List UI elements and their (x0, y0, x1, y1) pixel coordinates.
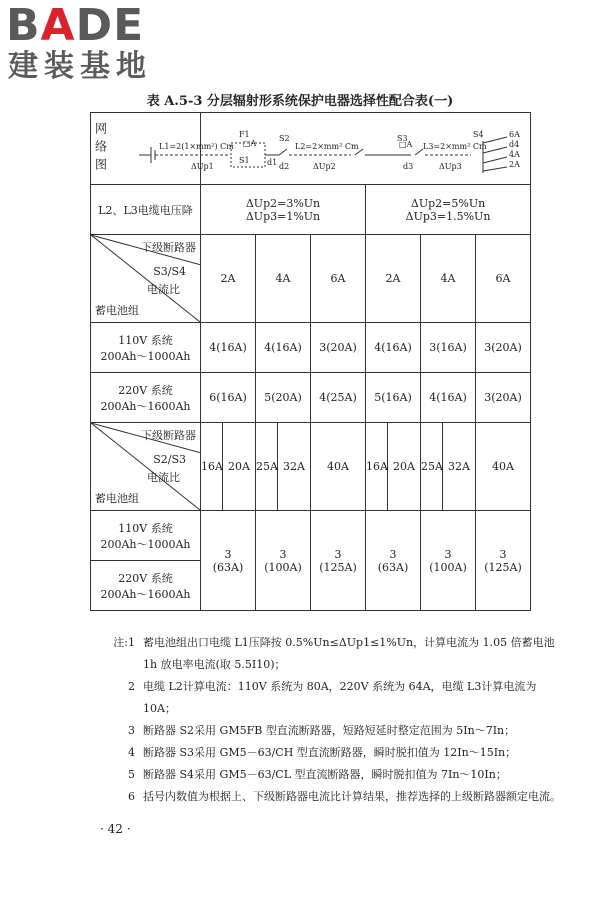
row-label-line1: 110V 系统 (118, 521, 173, 535)
drop-group-1-line2: ΔUp3=1%Un (245, 209, 321, 223)
section2-header: 16A (366, 423, 388, 511)
logo (6, 2, 152, 84)
note-number: 4 (128, 746, 135, 759)
section1-row-label (91, 373, 201, 423)
section1-header: 4A (256, 235, 311, 323)
note-number: 注:1 (113, 636, 135, 649)
section1-header: 4A (421, 235, 476, 323)
section2-header: 25A (256, 423, 278, 511)
merged-cell (256, 511, 311, 611)
merged-cell (421, 511, 476, 611)
merged-cell (366, 511, 421, 611)
merged-cell (311, 511, 366, 611)
table-cell: 6(16A) (201, 373, 256, 423)
section1-corner-top: 下级断路器 (141, 241, 196, 254)
merged-bottom: (100A) (429, 560, 467, 574)
table-cell: 4(16A) (201, 323, 256, 373)
note-item (95, 764, 565, 786)
note-item (95, 720, 565, 742)
notes (95, 632, 565, 808)
label-d2: d2 (279, 162, 290, 171)
section2-header: 20A (223, 423, 256, 511)
merged-bottom: (63A) (212, 560, 244, 574)
section1-row-label (91, 323, 201, 373)
merged-bottom: (100A) (264, 560, 302, 574)
label-l3: L3=2×mm² Cm (423, 142, 487, 151)
table-cell: 5(16A) (366, 373, 421, 423)
label-2a: 2A (509, 160, 520, 169)
section2-corner-mid2: 电流比 (147, 471, 180, 484)
section1-corner (91, 235, 201, 323)
note-text: 括号内数值为根据上、下级断路器电流比计算结果，推荐选择的上级断路器额定电流。 (143, 790, 561, 803)
table-cell: 3(16A) (421, 323, 476, 373)
table-cell: 4(16A) (421, 373, 476, 423)
note-text: 断路器 S3采用 GM5－63/CH 型直流断路器，瞬时脱扣值为 12In～15In； (143, 746, 517, 759)
label-d3: d3 (403, 162, 414, 171)
label-s3: S3 (397, 134, 408, 143)
table-cell: 4(25A) (311, 373, 366, 423)
logo-subtitle: 建装基地 (8, 49, 152, 84)
section2-corner (91, 423, 201, 511)
row-label-line2: 200Ah～1600Ah (100, 587, 191, 601)
section2-corner-top: 下级断路器 (141, 429, 196, 442)
section2-header: 20A (388, 423, 421, 511)
label-du3: ΔUp3 (439, 162, 462, 171)
label-4a: 4A (509, 150, 520, 159)
network-label: 网络图 (93, 122, 108, 176)
note-text: 断路器 S4采用 GM5－63/CL 型直流断路器，瞬时脱扣值为 7In～10In； (143, 768, 507, 781)
table-cell: 4(16A) (366, 323, 421, 373)
label-da2: □A (399, 140, 413, 149)
table-cell: 4(16A) (256, 323, 311, 373)
network-diagram (159, 113, 531, 185)
section2-header: 40A (476, 423, 531, 511)
table-cell: 5(20A) (256, 373, 311, 423)
note-item (95, 786, 565, 808)
table-cell: 3(20A) (476, 373, 531, 423)
label-s4: S4 (473, 130, 484, 139)
section1-header: 2A (201, 235, 256, 323)
label-s2: S2 (279, 134, 290, 143)
section1-header: 2A (366, 235, 421, 323)
section1-corner-mid2: 电流比 (147, 283, 180, 296)
drop-group-1-line1: ΔUp2=3%Un (245, 196, 321, 210)
voltage-drop-label: L2、L3电缆电压降 (91, 185, 201, 235)
drop-group-2-line1: ΔUp2=5%Un (410, 196, 486, 210)
section2-header-row (91, 423, 531, 511)
merged-top: 3 (279, 547, 287, 561)
table-cell: 3(20A) (476, 323, 531, 373)
label-l2: L2=2×mm² Cm (295, 142, 359, 151)
section2-row (91, 511, 531, 561)
note-text: 断路器 S2采用 GM5FB 型直流断路器，短路短延时整定范围为 5In～7In； (143, 724, 516, 737)
network-diagram-svg (111, 113, 551, 185)
label-du2: ΔUp2 (313, 162, 336, 171)
section1-corner-bottom: 蓄电池组 (95, 304, 139, 317)
label-du1: ΔUp1 (191, 162, 214, 171)
section2-header: 32A (443, 423, 476, 511)
row-label-line2: 200Ah～1000Ah (100, 537, 191, 551)
section2-row-label (91, 511, 201, 561)
section1-row (91, 323, 531, 373)
section1-corner-mid1: S3/S4 (153, 265, 186, 278)
merged-top: 3 (334, 547, 342, 561)
merged-cell (201, 511, 256, 611)
merged-top: 3 (224, 547, 232, 561)
merged-bottom: (125A) (319, 560, 357, 574)
row-label-line1: 220V 系统 (118, 383, 173, 397)
section1-header: 6A (476, 235, 531, 323)
label-d4: d4 (509, 140, 520, 149)
label-da1: □A (243, 139, 257, 148)
section2-corner-bottom: 蓄电池组 (95, 492, 139, 505)
note-number: 2 (128, 680, 135, 693)
note-number: 3 (128, 724, 135, 737)
note-number: 6 (128, 790, 135, 803)
voltage-drop-row (91, 185, 531, 235)
section2-corner-mid1: S2/S3 (153, 453, 186, 466)
section2-header: 16A (201, 423, 223, 511)
label-6a: 6A (509, 130, 520, 139)
merged-cell (476, 511, 531, 611)
note-item (95, 676, 565, 720)
drop-group-1 (201, 185, 366, 235)
section1-row (91, 373, 531, 423)
section2-row-label (91, 561, 201, 611)
section1-header-row (91, 235, 531, 323)
row-label-line1: 220V 系统 (118, 571, 173, 585)
logo-brand: BADE (6, 0, 145, 51)
drop-group-2-line2: ΔUp3=1.5%Un (405, 209, 491, 223)
row-label-line1: 110V 系统 (118, 333, 173, 347)
section1-header: 6A (311, 235, 366, 323)
merged-top: 3 (499, 547, 507, 561)
table-title: 表 A.5-3 分层辐射形系统保护电器选择性配合表(一) (146, 94, 454, 109)
section2-header: 40A (311, 423, 366, 511)
merged-bottom: (63A) (377, 560, 409, 574)
network-row (91, 113, 531, 185)
section2-header: 32A (278, 423, 311, 511)
note-number: 5 (128, 768, 135, 781)
coordination-table (90, 112, 531, 611)
section2-header: 25A (421, 423, 443, 511)
label-s1: S1 (239, 156, 250, 165)
note-item (95, 742, 565, 764)
page-number: · 42 · (100, 822, 131, 836)
row-label-line2: 200Ah～1000Ah (100, 349, 191, 363)
note-text: 蓄电池组出口电缆 L1压降按 0.5%Un≤ΔUp1≤1%Un，计算电流为 1.05 倍蓄电池 1h 放电率电流(取 5.5I10)； (143, 636, 555, 671)
note-text: 电缆 L2计算电流：110V 系统为 80A，220V 系统为 64A，电缆 L3计算电流为 10A； (143, 680, 537, 715)
merged-bottom: (125A) (484, 560, 522, 574)
drop-group-2 (366, 185, 531, 235)
table-cell: 3(20A) (311, 323, 366, 373)
label-l1: L1=2(1×mm²) Cm (159, 142, 234, 151)
row-label-line2: 200Ah～1600Ah (100, 399, 191, 413)
note-item (95, 632, 565, 676)
label-d1: d1 (267, 158, 278, 167)
label-f1: F1 (239, 130, 250, 139)
merged-top: 3 (444, 547, 452, 561)
merged-top: 3 (389, 547, 397, 561)
